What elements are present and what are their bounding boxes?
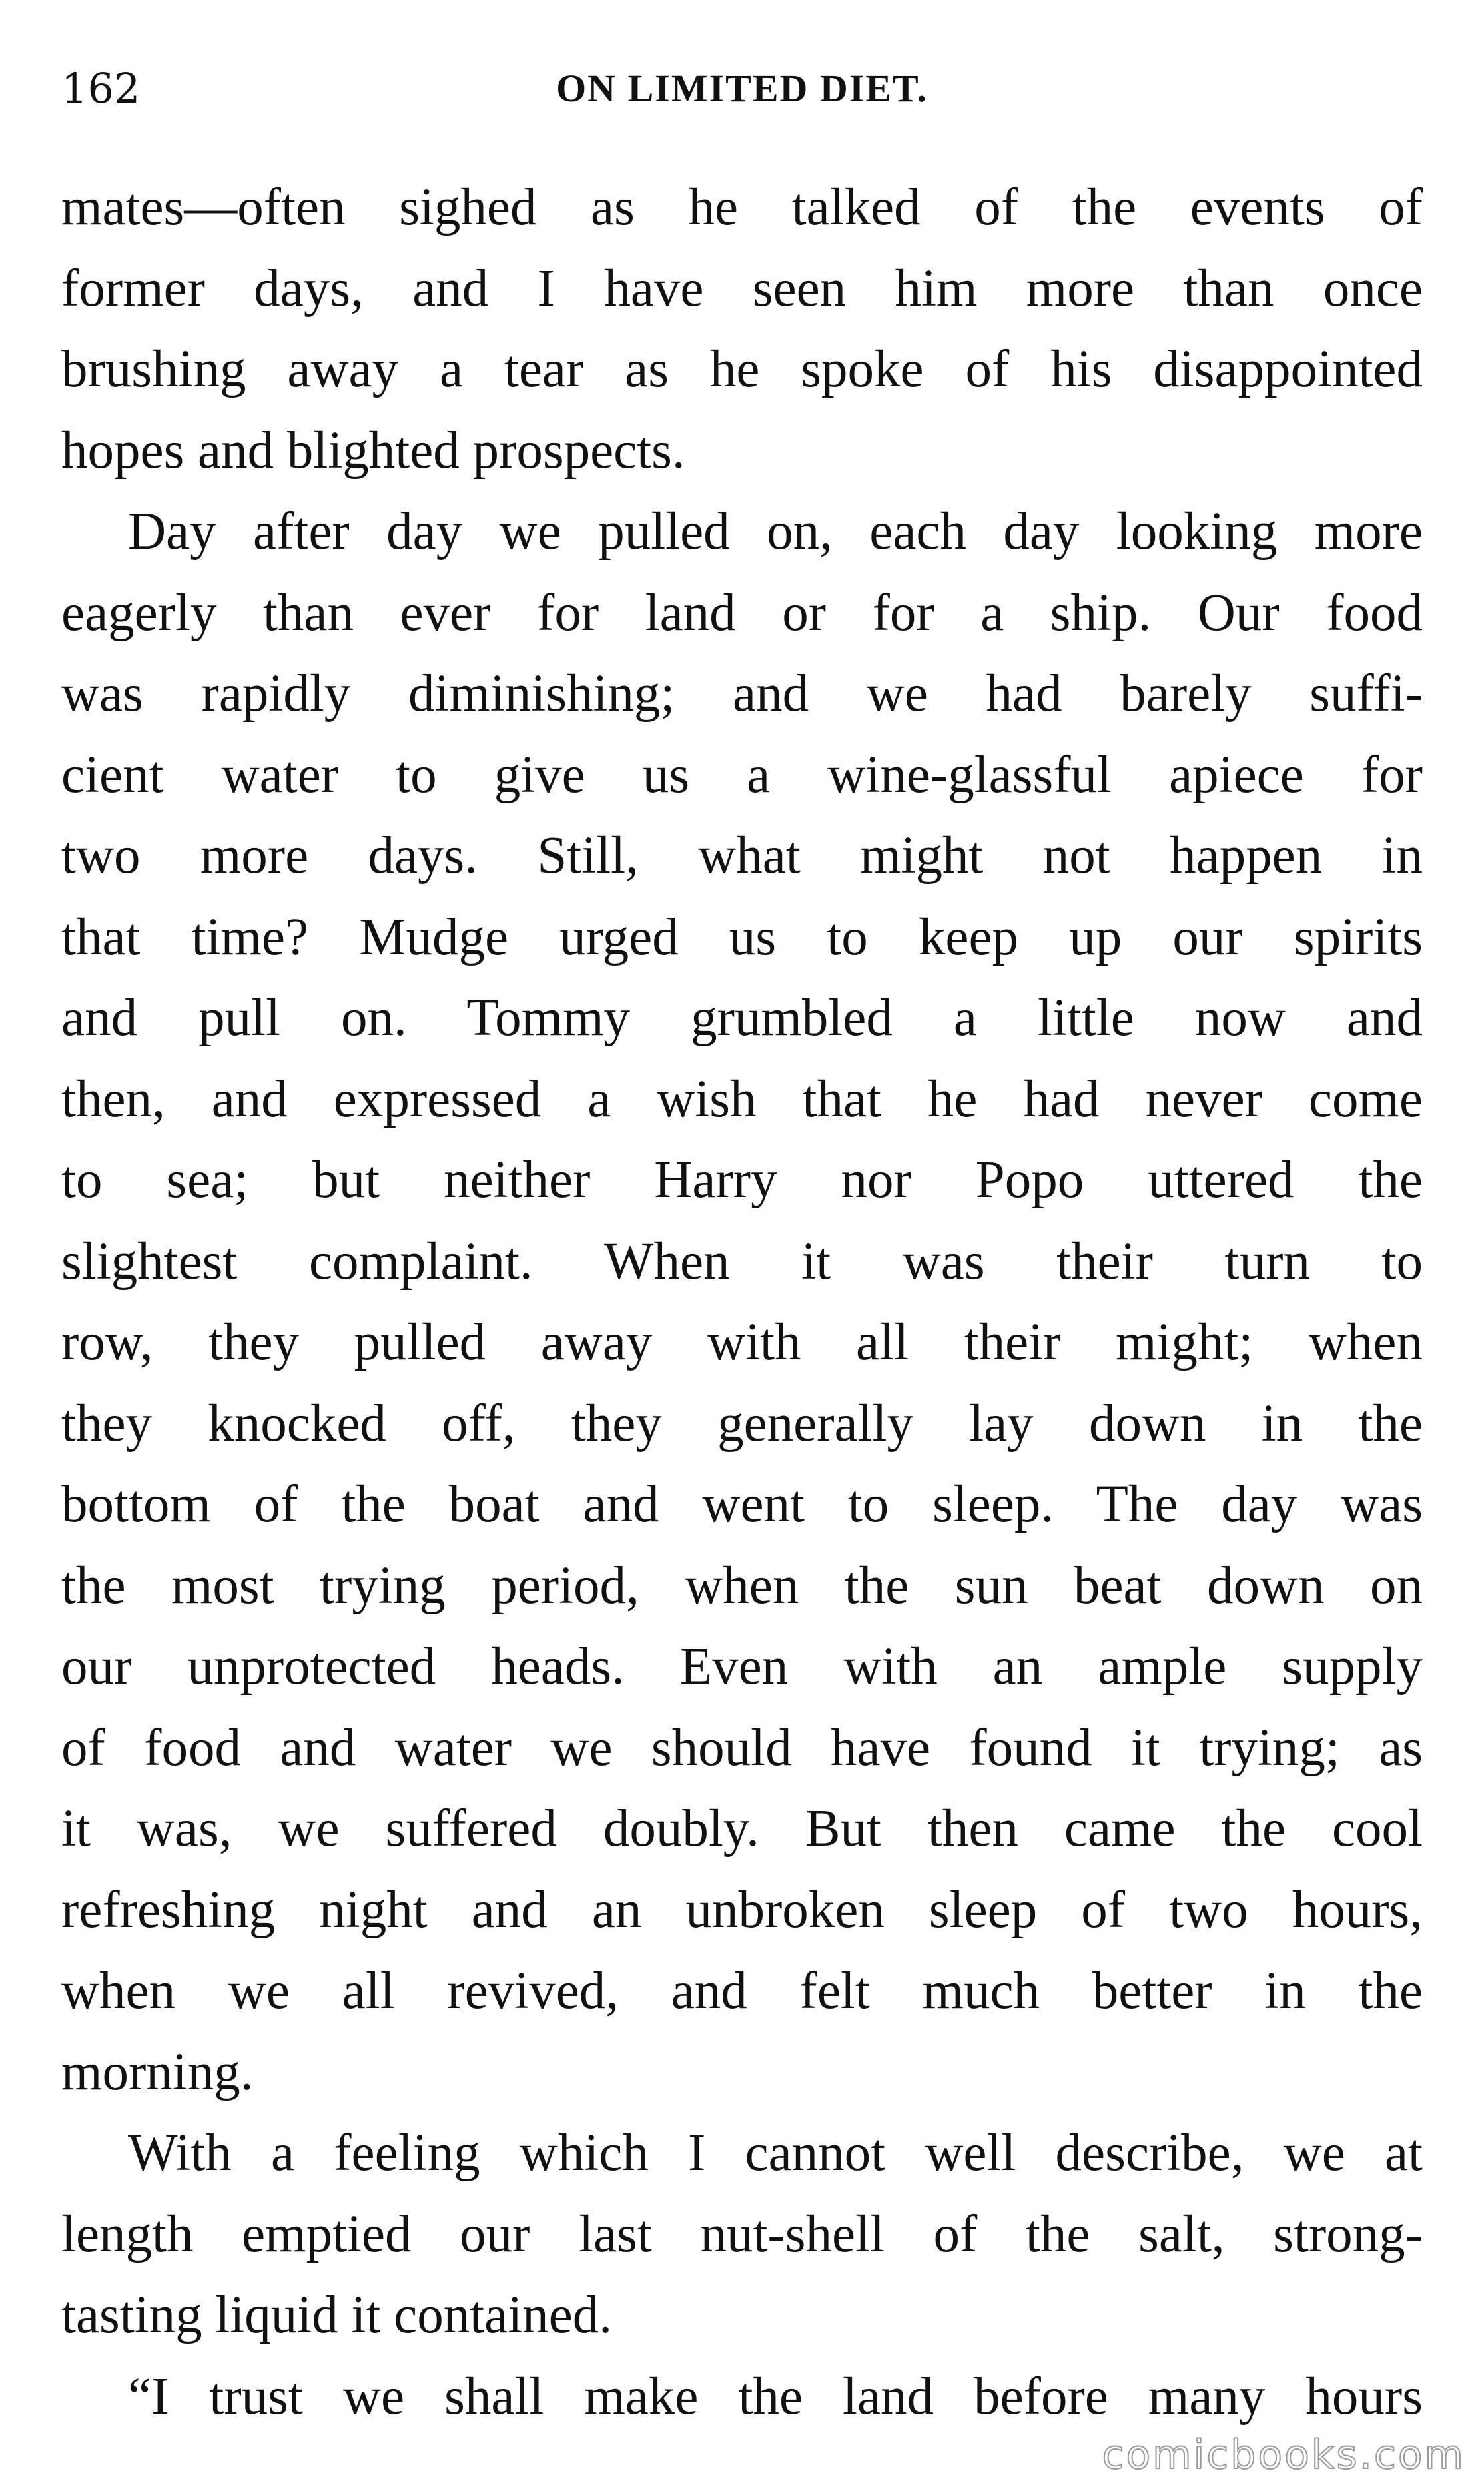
text-line: they knocked off, they generally lay down in the	[61, 1394, 1423, 1453]
text-line: was rapidly diminishing; and we had barely suffi-	[61, 665, 1423, 723]
text-line: morning.	[61, 2043, 254, 2101]
text-line: it was, we suffered doubly. But then came the cool	[61, 1800, 1423, 1858]
text-line: “I trust we shall make the land before many hours	[128, 2367, 1423, 2426]
text-line: length emptied our last nut-shell of the salt, strong-	[61, 2205, 1423, 2263]
text-line: mates—often sighed as he talked of the events of	[61, 178, 1423, 236]
text-line: then, and expressed a wish that he had never come	[61, 1070, 1423, 1128]
page-number: 162	[61, 64, 141, 113]
text-line: cient water to give us a wine-glassful apiece for	[61, 745, 1423, 804]
text-line: tasting liquid it contained.	[61, 2286, 612, 2344]
watermark: comicbooks.com	[1102, 2432, 1465, 2478]
body-text	[61, 167, 1423, 2437]
text-line: that time? Mudge urged us to keep up our spirits	[61, 908, 1423, 966]
text-line: refreshing night and an unbroken sleep of two hours,	[61, 1880, 1423, 1939]
text-line: former days, and I have seen him more than once	[61, 259, 1423, 318]
text-line: Day after day we pulled on, each day looking more	[128, 502, 1423, 561]
text-line: row, they pulled away with all their might; when	[61, 1313, 1423, 1371]
text-line: to sea; but neither Harry nor Popo uttered the	[61, 1151, 1423, 1209]
text-line: the most trying period, when the sun beat down on	[61, 1556, 1423, 1615]
text-line: our unprotected heads. Even with an ample supply	[61, 1638, 1423, 1696]
page-header	[61, 59, 1423, 119]
text-line: of food and water we should have found it trying; as	[61, 1718, 1423, 1777]
text-line: bottom of the boat and went to sleep. The day was	[61, 1475, 1423, 1533]
text-line: and pull on. Tommy grumbled a little now and	[61, 989, 1423, 1047]
text-line: hopes and blighted prospects.	[61, 421, 685, 480]
text-line: slightest complaint. When it was their turn to	[61, 1232, 1423, 1291]
text-line: brushing away a tear as he spoke of his disappointed	[61, 340, 1423, 398]
text-line: eagerly than ever for land or for a ship. Our food	[61, 583, 1423, 642]
running-head: ON LIMITED DIET.	[556, 67, 928, 110]
text-line: With a feeling which I cannot well describe, we at	[128, 2124, 1423, 2182]
text-line: when we all revived, and felt much better in the	[61, 1962, 1423, 2020]
text-line: two more days. Still, what might not happen in	[61, 827, 1423, 885]
